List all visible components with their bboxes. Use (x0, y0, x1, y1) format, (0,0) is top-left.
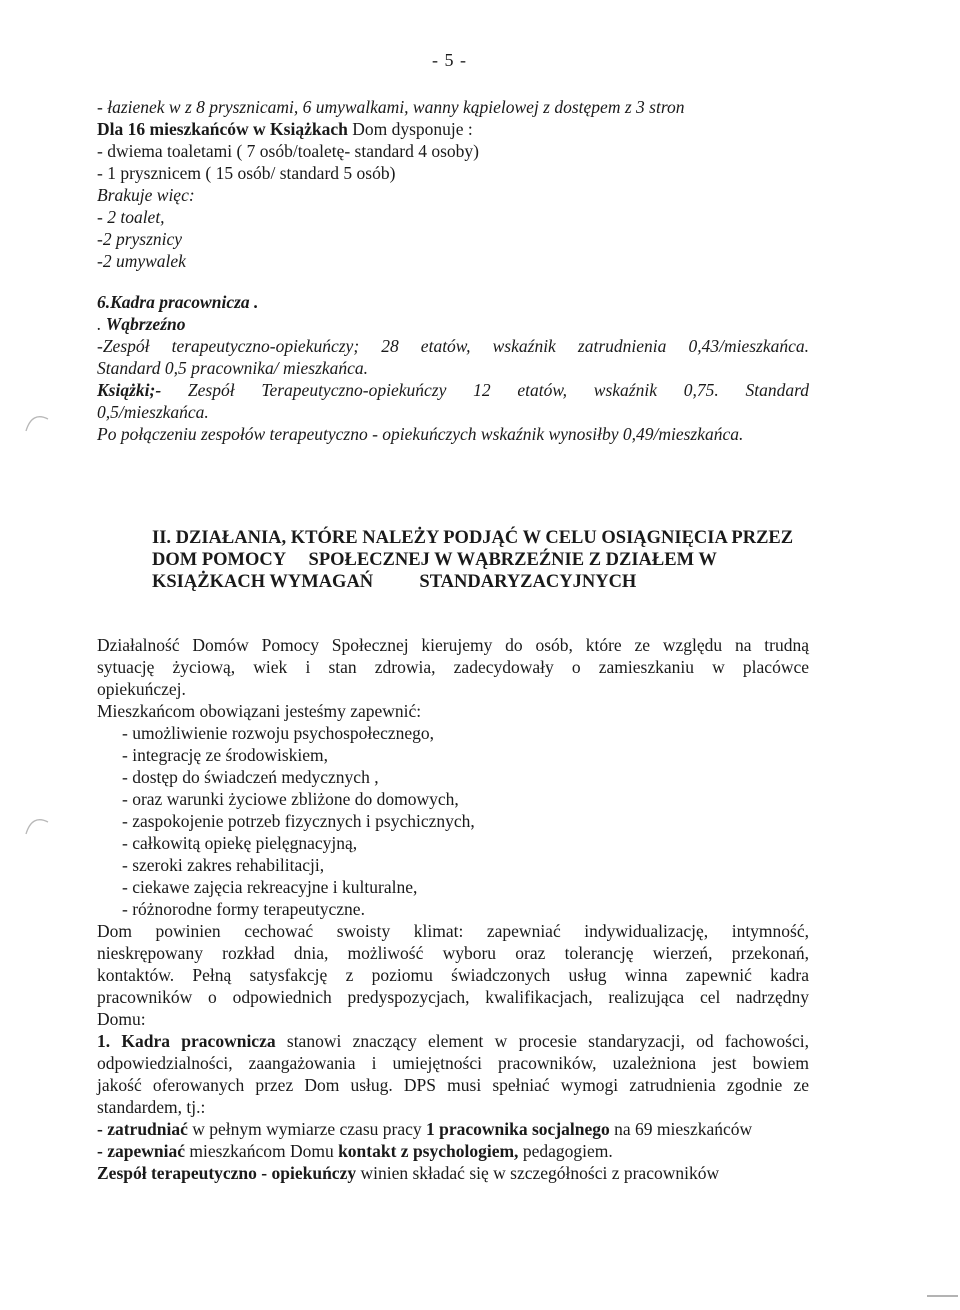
team-label: Zespół terapeutyczno - opiekuńczy (97, 1163, 357, 1183)
section-heading-line-3: KSIĄŻKACH WYMAGAŃ STANDARYZACYJNYCH (152, 572, 637, 592)
toilets-line: - dwiema toaletami ( 7 osób/toaletę- standard 4 osoby) (97, 141, 479, 161)
team-composition-line (97, 1162, 719, 1184)
section-heading-line-1: II. DZIAŁANIA, KTÓRE NALEŻY PODJĄĆ W CELU OSIĄGNIĘCIA PRZEZ (152, 528, 794, 548)
obligations-lead: Mieszkańcom obowiązani jesteśmy zapewnić: (97, 701, 422, 721)
list-item: - dostęp do świadczeń medycznych , (122, 767, 379, 787)
wabrzezno-heading (97, 313, 186, 335)
climate-line-2: nieskrępowany rozkład dnia, możliwość wyboru oraz tolerancję wierzeń, przekonań, (97, 943, 809, 963)
staff-point-line-3: jakość oferowanych przez Dom usług. DPS musi spełniać wymogi zatrudnienia zgodnie ze (97, 1075, 809, 1095)
ksiazki-facilities-text: Dom dysponuje : (347, 119, 473, 139)
list-item: - szeroki zakres rehabilitacji, (122, 855, 325, 875)
scan-mark-corner (925, 1290, 960, 1302)
psychologist-line (97, 1140, 613, 1162)
provide-text: mieszkańcom Domu (184, 1141, 339, 1161)
missing-toilets: - 2 toalet, (97, 207, 165, 227)
list-item: - całkowitą opiekę pielęgnacyjną, (122, 833, 358, 853)
wabrzezno-prefix: . (97, 314, 106, 334)
ksiazki-residents-label: Dla 16 mieszkańców w Książkach (97, 119, 348, 139)
employ-label: - zatrudniać (97, 1119, 188, 1139)
scan-mark-top (22, 405, 52, 435)
list-item: - zaspokojenie potrzeb fizycznych i psychicznych, (122, 811, 475, 831)
ksiazki-standard-line: 0,5/mieszkańca. (97, 402, 209, 422)
intro-line-1: Działalność Domów Pomocy Społecznej kierujemy do osób, które ze względu na trudną (97, 635, 809, 655)
list-item: - różnorodne formy terapeutyczne. (122, 899, 365, 919)
merged-indicator-line: Po połączeniu zespołów terapeutyczno - opiekuńczych wskaźnik wynosiłby 0,49/mieszkańca. (97, 424, 744, 444)
staff-standard-line: Standard 0,5 pracownika/ mieszkańca. (97, 358, 369, 378)
intro-line-3: opiekuńczej. (97, 679, 186, 699)
team-text: winien składać się w szczegółności z pracowników (356, 1163, 720, 1183)
scan-mark-middle (22, 808, 52, 838)
list-item: - integrację ze środowiskiem, (122, 745, 329, 765)
staff-section-title: 6.Kadra pracownicza . (97, 292, 259, 312)
page-number: - 5 - (432, 50, 467, 70)
section-heading-line-2: DOM POMOCY SPOŁECZNEJ W WĄBRZEŹNIE Z DZIAŁEM W (152, 550, 717, 570)
ksiazki-facilities-line (97, 118, 473, 140)
psychologist-label: kontakt z psychologiem, (338, 1141, 519, 1161)
pedagogue-text: pedagogiem. (518, 1141, 613, 1161)
ksiazki-label: Książki;- (97, 380, 162, 400)
staff-point-line-1 (97, 1030, 809, 1052)
staff-point-line-2: odpowiedzialności, zaangażowania i umiejętności pracowników, uzależniona jest bowiem (97, 1053, 809, 1073)
list-item: - umożliwienie rozwoju psychospołecznego, (122, 723, 434, 743)
climate-line-3: kontaktów. Pełną satysfakcję z poziomu świadczonych usług winna zapewnić kadra (97, 965, 809, 985)
bathroom-line: - łazienek w z 8 prysznicami, 6 umywalkami, wanny kąpielowej z dostępem z 3 stron (97, 97, 685, 117)
missing-sinks: -2 umywalek (97, 251, 186, 271)
ksiazki-team-line (97, 379, 809, 401)
staff-point-label: 1. Kadra pracownicza (97, 1031, 276, 1051)
wabrzezno-label: Wąbrzeźno (105, 314, 186, 334)
employ-text: w pełnym wymiarze czasu pracy (187, 1119, 427, 1139)
list-item: - oraz warunki życiowe zbliżone do domowych, (122, 789, 459, 809)
staff-point-text: stanowi znaczący element w procesie standaryzacji, od fachowości, (275, 1031, 809, 1051)
staff-point-line-4: standardem, tj.: (97, 1097, 206, 1117)
social-worker-ratio: na 69 mieszkańców (609, 1119, 753, 1139)
climate-line-4: pracowników o odpowiednich predyspozycjach, kwalifikacjach, realizująca cel nadrzędny (97, 987, 809, 1007)
missing-showers: -2 prysznicy (97, 229, 183, 249)
social-worker-line (97, 1118, 752, 1140)
provide-label: - zapewniać (97, 1141, 185, 1161)
social-worker-label: 1 pracownika socjalnego (426, 1119, 610, 1139)
wabrzezno-team-line: -Zespół terapeutyczno-opiekuńczy; 28 etatów, wskaźnik zatrudnienia 0,43/mieszkańca. (97, 336, 809, 356)
climate-line-5: Domu: (97, 1009, 146, 1029)
shower-line: - 1 prysznicem ( 15 osób/ standard 5 osób) (97, 163, 396, 183)
climate-line-1: Dom powinien cechować swoisty klimat: zapewniać indywidualizację, intymność, (97, 921, 809, 941)
intro-line-2: sytuację życiową, wiek i stan zdrowia, zadecydowały o zamieszkaniu w placówce (97, 657, 809, 677)
list-item: - ciekawe zajęcia rekreacyjne i kulturalne, (122, 877, 418, 897)
ksiazki-team-text: Zespół Terapeutyczno-opiekuńczy 12 etatów, wskaźnik 0,75. Standard (161, 380, 809, 400)
missing-label: Brakuje więc: (97, 185, 195, 205)
